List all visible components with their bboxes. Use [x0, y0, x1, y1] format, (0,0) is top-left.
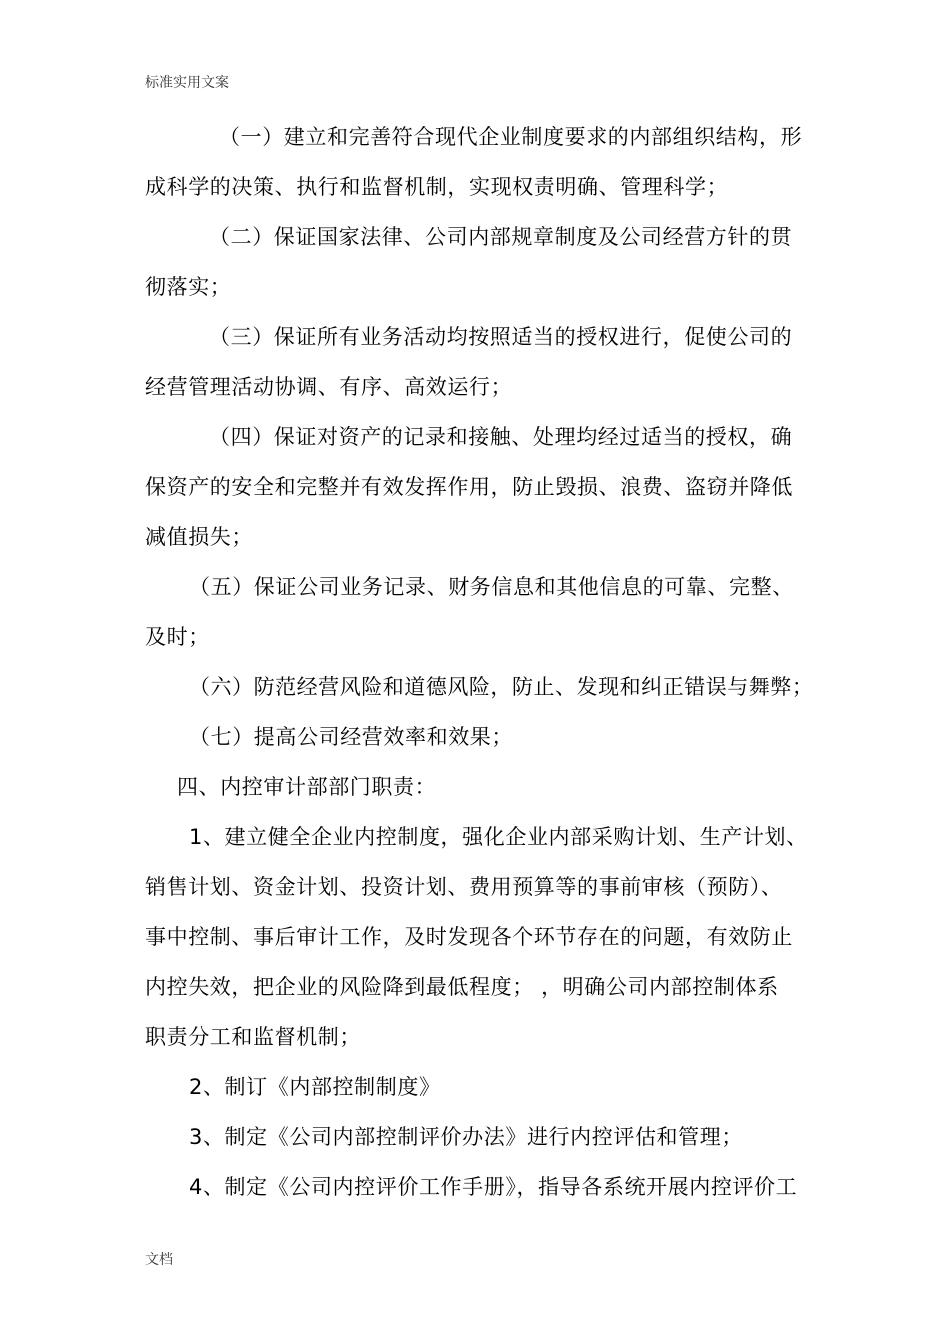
text-line: 内控失效，把企业的风险降到最低程度； ，明确公司内部控制体系 [145, 975, 779, 999]
text-line: （二）保证国家法律、公司内部规章制度及公司经营方针的贯 [209, 225, 793, 249]
section-heading: 四、内控审计部部门职责： [177, 775, 437, 799]
text-line: 2、制订《内部控制制度》 [189, 1075, 441, 1099]
text-line: 4、制定《公司内控评价工作手册》，指导各系统开展内控评价工 [189, 1175, 798, 1199]
text-line: 保资产的安全和完整并有效发挥作用，防止毁损、浪费、盗窃并降低 [145, 475, 793, 499]
text-line: 3、制定《公司内部控制评价办法》进行内控评估和管理； [189, 1125, 743, 1149]
text-line: 职责分工和监督机制； [145, 1025, 361, 1049]
text-line: 1、建立健全企业内控制度，强化企业内部采购计划、生产计划、 [189, 825, 808, 849]
text-line: （七）提高公司经营效率和效果； [189, 725, 513, 749]
text-line: 及时； [145, 625, 210, 649]
text-line: （四）保证对资产的记录和接触、处理均经过适当的授权，确 [209, 425, 793, 449]
page-footer: 文档 [145, 1252, 173, 1268]
text-line: 减值损失； [145, 525, 253, 549]
page-header: 标准实用文案 [145, 75, 229, 91]
text-line: 彻落实； [145, 275, 232, 299]
text-line: 事中控制、事后审计工作，及时发现各个环节存在的问题，有效防止 [145, 925, 793, 949]
text-line: 销售计划、资金计划、投资计划、费用预算等的事前审核（预防）、 [145, 875, 783, 899]
text-line: （六）防范经营风险和道德风险，防止、发现和纠正错误与舞弊； [189, 675, 814, 699]
text-line: （五）保证公司业务记录、财务信息和其他信息的可靠、完整、 [189, 575, 794, 599]
text-line: 经营管理活动协调、有序、高效运行； [145, 375, 513, 399]
text-line: （三）保证所有业务活动均按照适当的授权进行，促使公司的 [209, 325, 793, 349]
text-line: 成科学的决策、执行和监督机制，实现权责明确、管理科学； [145, 175, 729, 199]
text-line: （一）建立和完善符合现代企业制度要求的内部组织结构，形 [219, 125, 803, 149]
